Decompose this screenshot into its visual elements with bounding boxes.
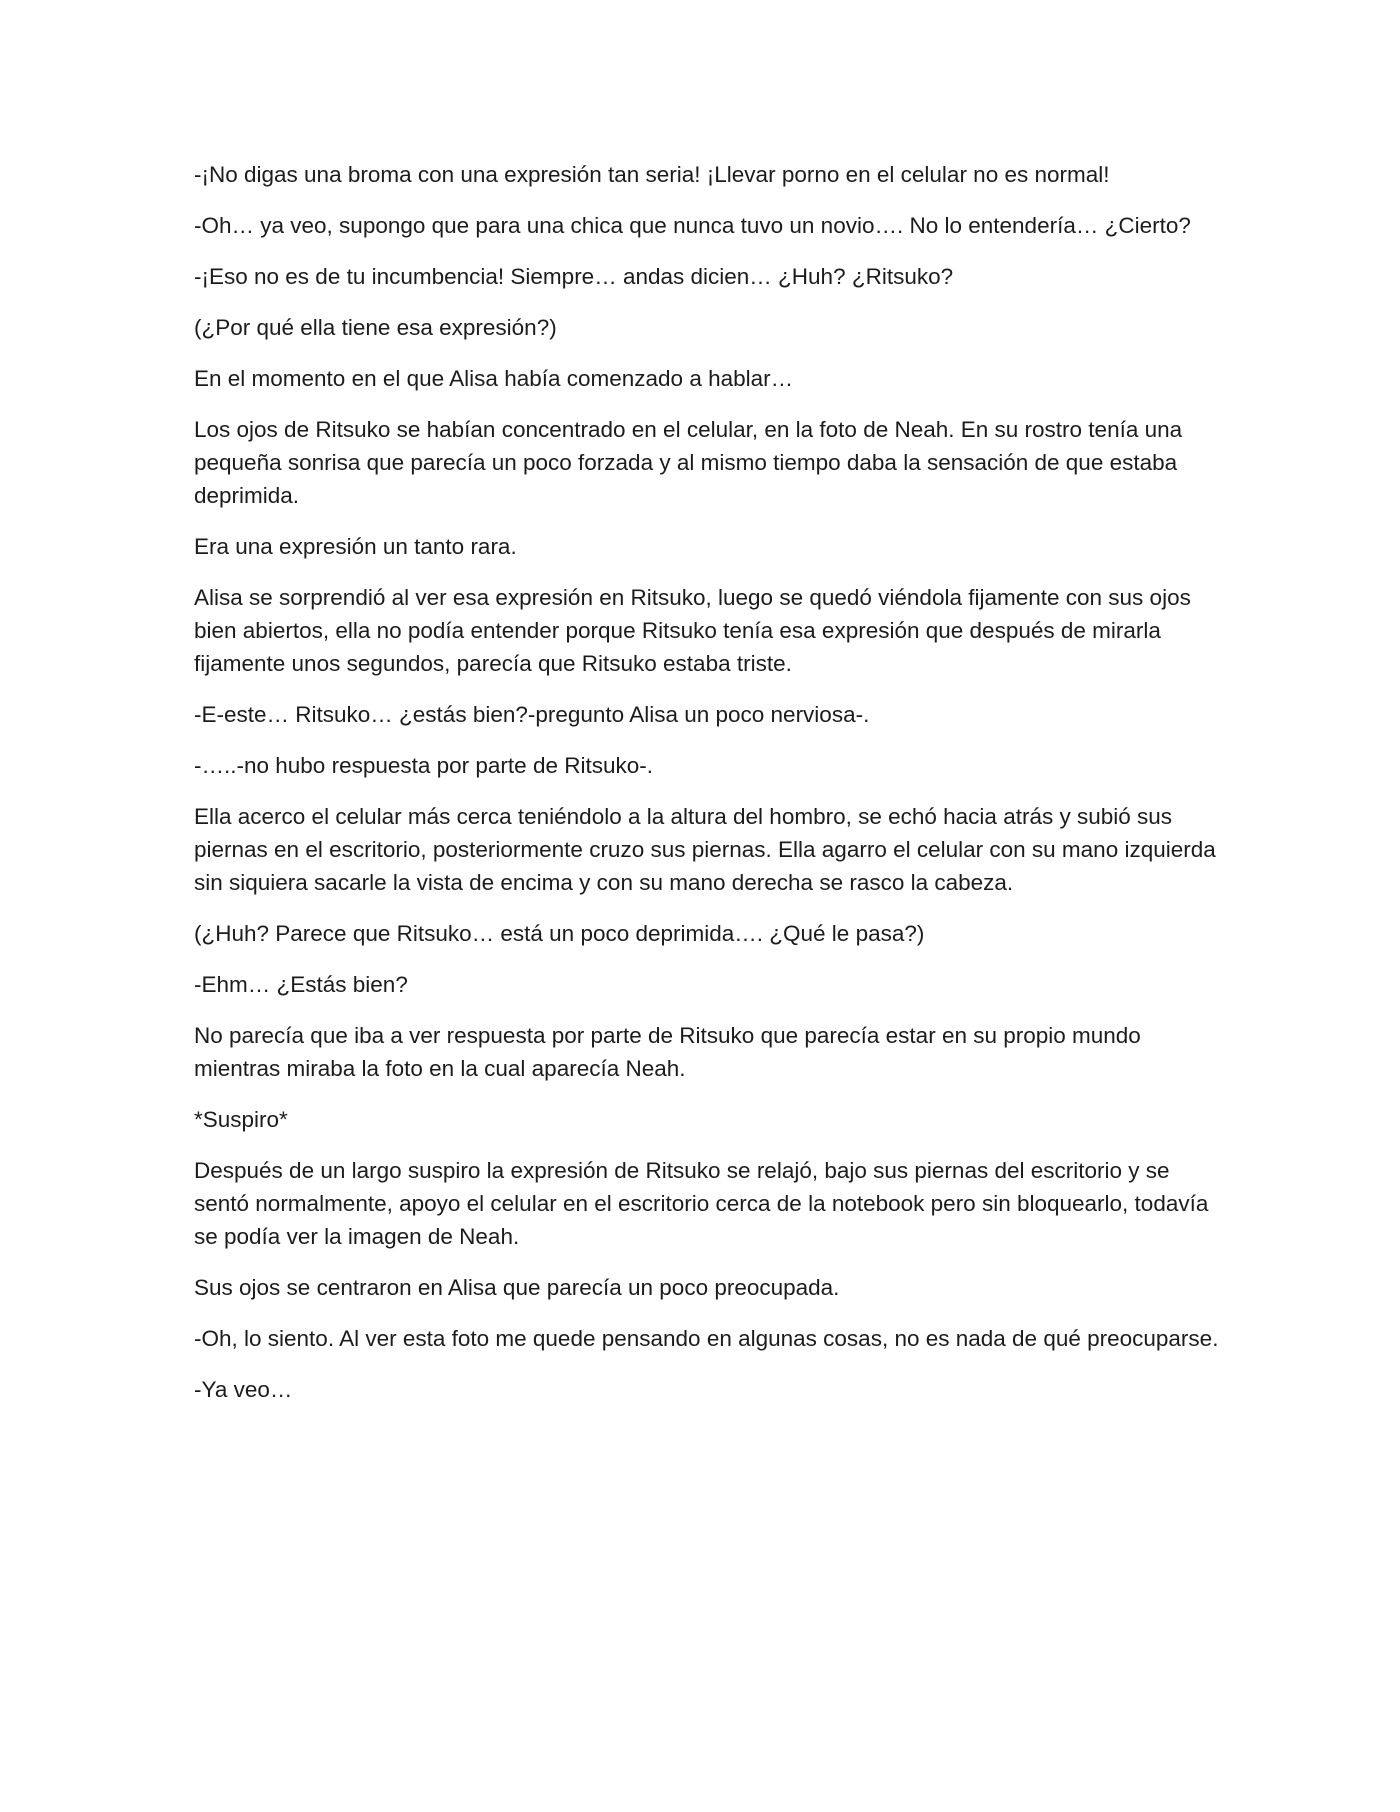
- paragraph-11: Ella acerco el celular más cerca teniéndolo a la altura del hombro, se echó hacia atrás y subió sus piernas en el escritorio, posteriormente cruzo sus piernas. Ella agarro el celular con su mano izquierda sin siquiera sacarle la vista de encima y con su mano derecha se rasco la cabeza.: [194, 804, 1216, 895]
- paragraph-7: Era una expresión un tanto rara.: [194, 534, 517, 559]
- paragraph-8: Alisa se sorprendió al ver esa expresión en Ritsuko, luego se quedó viéndola fijamente con sus ojos bien abiertos, ella no podía entender porque Ritsuko tenía esa expresión que después de mirarla fijamente unos segundos, parecía que Ritsuko estaba triste.: [194, 585, 1191, 676]
- paragraph-6: Los ojos de Ritsuko se habían concentrado en el celular, en la foto de Neah. En su rostro tenía una pequeña sonrisa que parecía un poco forzada y al mismo tiempo daba la sensación de que estaba deprimida.: [194, 417, 1183, 508]
- paragraph-12: (¿Huh? Parece que Ritsuko… está un poco deprimida…. ¿Qué le pasa?): [194, 921, 925, 946]
- paragraph-3: -¡Eso no es de tu incumbencia! Siempre… andas dicien… ¿Huh? ¿Ritsuko?: [194, 264, 954, 289]
- paragraph-9: -E-este… Ritsuko… ¿estás bien?-pregunto Alisa un poco nerviosa-.: [194, 702, 870, 727]
- paragraph-16: Después de un largo suspiro la expresión de Ritsuko se relajó, bajo sus piernas del escritorio y se sentó normalmente, apoyo el celular en el escritorio cerca de la notebook pero sin bloquearlo, todavía se podía ver la imagen de Neah.: [194, 1158, 1209, 1249]
- paragraph-4: (¿Por qué ella tiene esa expresión?): [194, 315, 557, 340]
- paragraph-17: Sus ojos se centraron en Alisa que parecía un poco preocupada.: [194, 1275, 840, 1300]
- paragraph-10: -…..-no hubo respuesta por parte de Ritsuko-.: [194, 753, 653, 778]
- paragraph-2: -Oh… ya veo, supongo que para una chica que nunca tuvo un novio…. No lo entendería… ¿Cierto?: [194, 213, 1191, 238]
- paragraph-5: En el momento en el que Alisa había comenzado a hablar…: [194, 366, 794, 391]
- paragraph-15: *Suspiro*: [194, 1107, 288, 1132]
- paragraph-18: -Oh, lo siento. Al ver esta foto me quede pensando en algunas cosas, no es nada de qué preocuparse.: [194, 1326, 1219, 1351]
- paragraph-1: -¡No digas una broma con una expresión tan seria! ¡Llevar porno en el celular no es normal!: [194, 162, 1110, 187]
- paragraph-13: -Ehm… ¿Estás bien?: [194, 972, 408, 997]
- paragraph-14: No parecía que iba a ver respuesta por parte de Ritsuko que parecía estar en su propio mundo mientras miraba la foto en la cual aparecía Neah.: [194, 1023, 1141, 1081]
- paragraph-19: -Ya veo…: [194, 1377, 293, 1402]
- document-body: [194, 158, 1224, 1424]
